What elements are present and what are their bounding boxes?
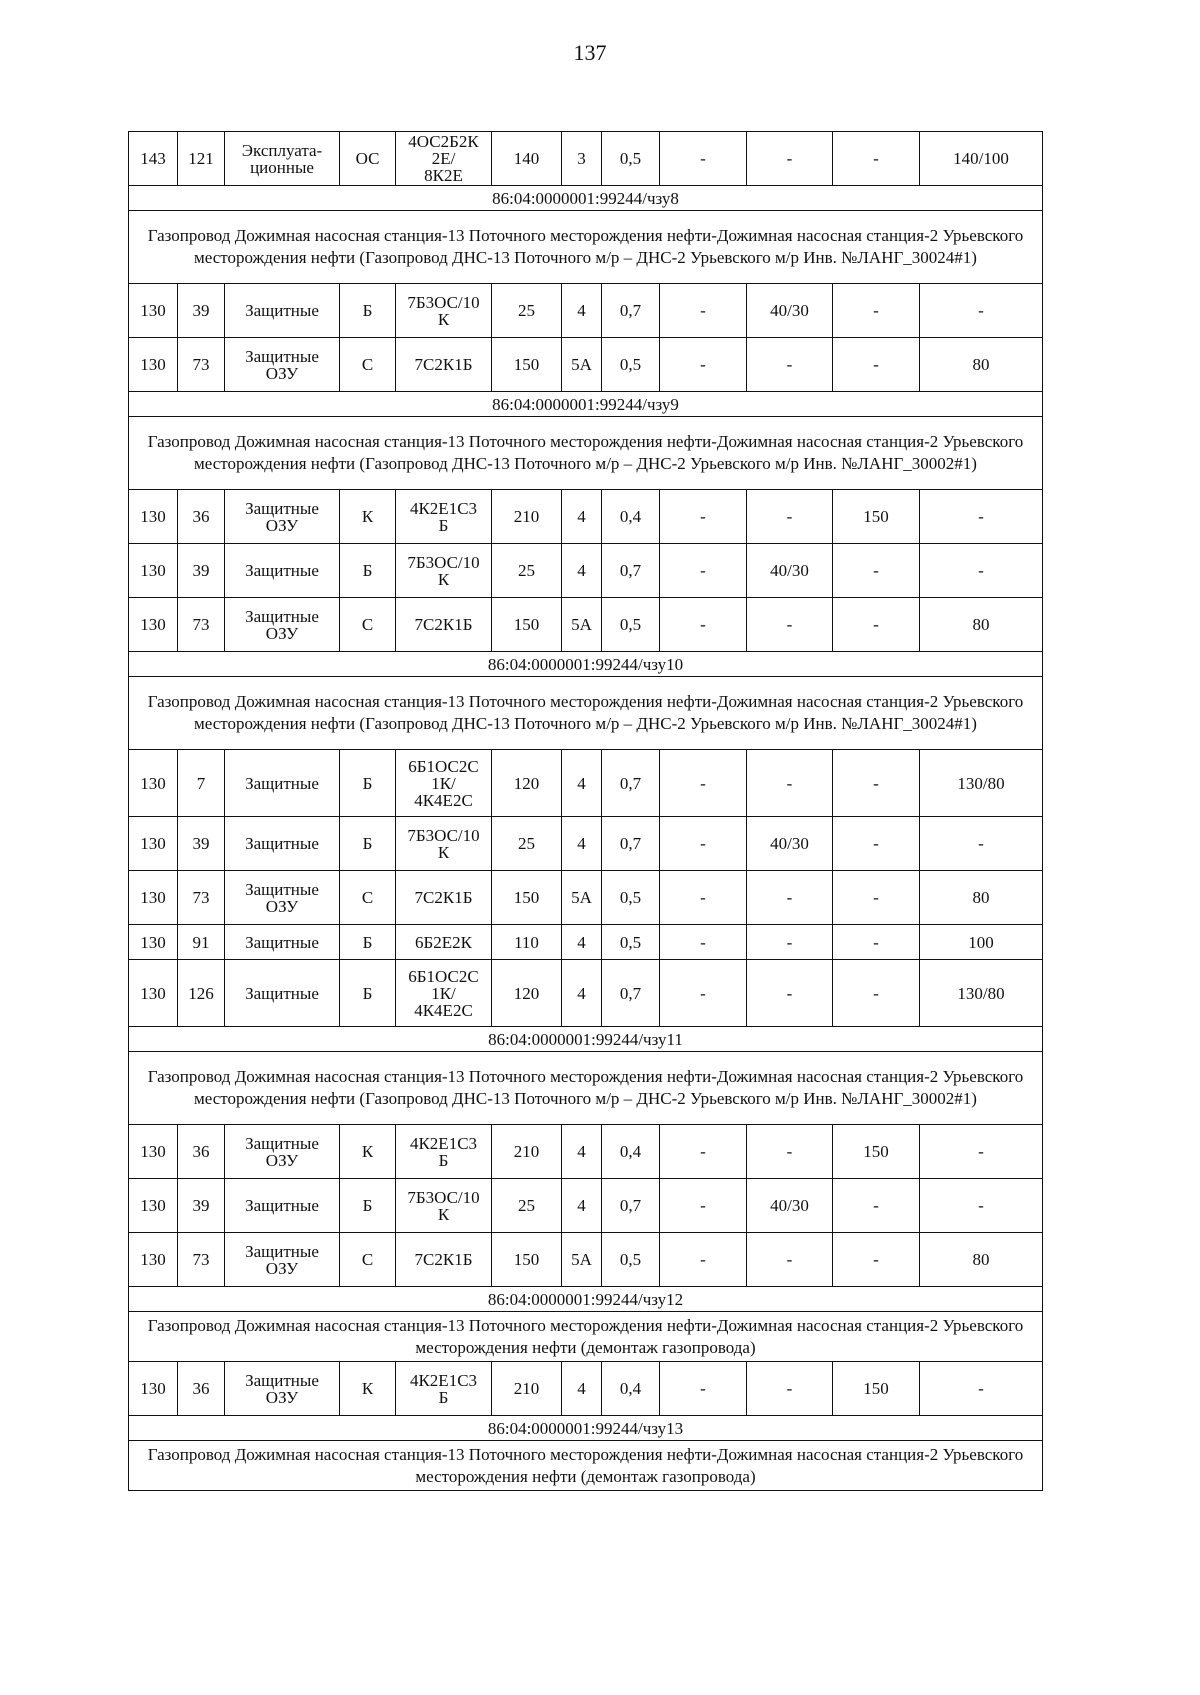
quarter-cell: 130 <box>129 817 178 871</box>
composition-cell: 7Б3ОС/10 К <box>396 1179 492 1233</box>
class-cell: 4 <box>562 750 602 817</box>
col10-cell: - <box>747 960 833 1027</box>
composition-cell: 6Б1ОС2С 1К/ 4К4Е2С <box>396 750 492 817</box>
col10-cell: - <box>747 1362 833 1416</box>
forest-category-cell: Эксплуата- ционные <box>225 132 340 186</box>
class-cell: 4 <box>562 817 602 871</box>
pipeline-description: Газопровод Дожимная насосная станция-13 Поточного месторождения нефти-Дожимная насосная станция-2 Урьевского месторождения нефти (Газопровод ДНС-13 Поточного м/р – ДНС-2 Урьевского м/р Инв. №ЛАНГ_30024#1) <box>129 211 1043 284</box>
forest-category-cell: Защитные <box>225 284 340 338</box>
plot-cell: 39 <box>178 1179 225 1233</box>
plot-cell: 36 <box>178 490 225 544</box>
composition-cell: 7С2К1Б <box>396 598 492 652</box>
cadastral-code-row <box>129 392 1043 417</box>
col11-cell: - <box>833 338 920 392</box>
composition-cell: 4К2Е1С3 Б <box>396 1125 492 1179</box>
class-cell: 3 <box>562 132 602 186</box>
forest-category-cell: Защитные <box>225 750 340 817</box>
density-cell: 0,7 <box>602 817 660 871</box>
quarter-cell: 130 <box>129 960 178 1027</box>
col9-cell: - <box>660 598 747 652</box>
plot-cell: 121 <box>178 132 225 186</box>
class-cell: 4 <box>562 925 602 960</box>
col10-cell: - <box>747 750 833 817</box>
table-row <box>129 750 1043 817</box>
forest-category-cell: Защитные ОЗУ <box>225 871 340 925</box>
quarter-cell: 130 <box>129 284 178 338</box>
cadastral-code: 86:04:0000001:99244/чзу13 <box>129 1416 1043 1441</box>
col9-cell: - <box>660 544 747 598</box>
col9-cell: - <box>660 817 747 871</box>
class-cell: 5А <box>562 871 602 925</box>
section-cell: К <box>340 490 396 544</box>
col10-cell: 40/30 <box>747 544 833 598</box>
col9-cell: - <box>660 338 747 392</box>
density-cell: 0,5 <box>602 925 660 960</box>
col12-cell: 80 <box>920 871 1043 925</box>
col12-cell: - <box>920 1362 1043 1416</box>
quarter-cell: 130 <box>129 1179 178 1233</box>
plot-cell: 7 <box>178 750 225 817</box>
composition-cell: 6Б1ОС2С 1К/ 4К4Е2С <box>396 960 492 1027</box>
table-row <box>129 490 1043 544</box>
cadastral-code-row <box>129 186 1043 211</box>
col12-cell: 130/80 <box>920 960 1043 1027</box>
class-cell: 4 <box>562 544 602 598</box>
plot-cell: 73 <box>178 598 225 652</box>
class-cell: 5А <box>562 338 602 392</box>
class-cell: 4 <box>562 284 602 338</box>
col9-cell: - <box>660 925 747 960</box>
age-cell: 210 <box>492 1362 562 1416</box>
age-cell: 110 <box>492 925 562 960</box>
section-cell: Б <box>340 284 396 338</box>
col12-cell: - <box>920 1179 1043 1233</box>
col9-cell: - <box>660 960 747 1027</box>
density-cell: 0,7 <box>602 1179 660 1233</box>
plot-cell: 39 <box>178 284 225 338</box>
composition-cell: 4ОС2Б2К 2Е/ 8К2Е <box>396 132 492 186</box>
col11-cell: - <box>833 544 920 598</box>
col9-cell: - <box>660 490 747 544</box>
col9-cell: - <box>660 132 747 186</box>
plot-cell: 73 <box>178 1233 225 1287</box>
col11-cell: - <box>833 284 920 338</box>
density-cell: 0,4 <box>602 1125 660 1179</box>
cadastral-code-row <box>129 1287 1043 1312</box>
col10-cell: - <box>747 598 833 652</box>
col10-cell: - <box>747 132 833 186</box>
cadastral-code: 86:04:0000001:99244/чзу8 <box>129 186 1043 211</box>
plot-cell: 39 <box>178 544 225 598</box>
table-row <box>129 960 1043 1027</box>
col11-cell: 150 <box>833 490 920 544</box>
quarter-cell: 130 <box>129 490 178 544</box>
description-row <box>129 211 1043 284</box>
cadastral-code: 86:04:0000001:99244/чзу9 <box>129 392 1043 417</box>
table-row <box>129 817 1043 871</box>
age-cell: 25 <box>492 284 562 338</box>
quarter-cell: 130 <box>129 925 178 960</box>
section-cell: С <box>340 1233 396 1287</box>
forest-category-cell: Защитные ОЗУ <box>225 1233 340 1287</box>
density-cell: 0,4 <box>602 490 660 544</box>
col12-cell: - <box>920 817 1043 871</box>
description-row <box>129 417 1043 490</box>
col12-cell: - <box>920 490 1043 544</box>
col11-cell: - <box>833 750 920 817</box>
section-cell: Б <box>340 1179 396 1233</box>
age-cell: 25 <box>492 544 562 598</box>
forest-category-cell: Защитные ОЗУ <box>225 1125 340 1179</box>
density-cell: 0,5 <box>602 871 660 925</box>
col11-cell: - <box>833 871 920 925</box>
description-row <box>129 1312 1043 1362</box>
col12-cell: 80 <box>920 1233 1043 1287</box>
table-row <box>129 1362 1043 1416</box>
density-cell: 0,7 <box>602 284 660 338</box>
col12-cell: 80 <box>920 338 1043 392</box>
col9-cell: - <box>660 284 747 338</box>
table-row <box>129 544 1043 598</box>
col10-cell: 40/30 <box>747 1179 833 1233</box>
forest-category-cell: Защитные <box>225 544 340 598</box>
density-cell: 0,5 <box>602 338 660 392</box>
section-cell: ОС <box>340 132 396 186</box>
quarter-cell: 130 <box>129 871 178 925</box>
col9-cell: - <box>660 871 747 925</box>
table-row <box>129 338 1043 392</box>
section-cell: С <box>340 871 396 925</box>
col11-cell: - <box>833 132 920 186</box>
density-cell: 0,7 <box>602 750 660 817</box>
forest-category-cell: Защитные <box>225 925 340 960</box>
age-cell: 150 <box>492 598 562 652</box>
table-row <box>129 132 1043 186</box>
col10-cell: - <box>747 1125 833 1179</box>
plot-cell: 39 <box>178 817 225 871</box>
class-cell: 5А <box>562 1233 602 1287</box>
page-number: 137 <box>573 40 607 65</box>
col11-cell: - <box>833 1179 920 1233</box>
pipeline-description: Газопровод Дожимная насосная станция-13 Поточного месторождения нефти-Дожимная насосная станция-2 Урьевского месторождения нефти (Газопровод ДНС-13 Поточного м/р – ДНС-2 Урьевского м/р Инв. №ЛАНГ_30002#1) <box>129 417 1043 490</box>
pipeline-description: Газопровод Дожимная насосная станция-13 Поточного месторождения нефти-Дожимная насосная станция-2 Урьевского месторождения нефти (демонтаж газопровода) <box>129 1312 1043 1362</box>
forest-category-cell: Защитные ОЗУ <box>225 598 340 652</box>
composition-cell: 7Б3ОС/10 К <box>396 284 492 338</box>
age-cell: 120 <box>492 750 562 817</box>
cadastral-code: 86:04:0000001:99244/чзу12 <box>129 1287 1043 1312</box>
col10-cell: - <box>747 490 833 544</box>
section-cell: С <box>340 338 396 392</box>
col11-cell: - <box>833 960 920 1027</box>
col11-cell: 150 <box>833 1362 920 1416</box>
cadastral-code-row <box>129 1027 1043 1052</box>
col11-cell: - <box>833 817 920 871</box>
col12-cell: - <box>920 1125 1043 1179</box>
cadastral-code: 86:04:0000001:99244/чзу11 <box>129 1027 1043 1052</box>
col11-cell: 150 <box>833 1125 920 1179</box>
class-cell: 4 <box>562 1125 602 1179</box>
forest-category-cell: Защитные ОЗУ <box>225 338 340 392</box>
col12-cell: 80 <box>920 598 1043 652</box>
age-cell: 25 <box>492 817 562 871</box>
cadastral-code-row <box>129 652 1043 677</box>
composition-cell: 7С2К1Б <box>396 338 492 392</box>
col10-cell: - <box>747 338 833 392</box>
composition-cell: 4К2Е1С3 Б <box>396 1362 492 1416</box>
density-cell: 0,5 <box>602 1233 660 1287</box>
plot-cell: 73 <box>178 871 225 925</box>
col12-cell: 140/100 <box>920 132 1043 186</box>
table-row <box>129 1233 1043 1287</box>
age-cell: 140 <box>492 132 562 186</box>
section-cell: Б <box>340 960 396 1027</box>
land-plot-table <box>128 131 1043 1491</box>
density-cell: 0,7 <box>602 960 660 1027</box>
description-row <box>129 1441 1043 1491</box>
density-cell: 0,5 <box>602 132 660 186</box>
table-row <box>129 1125 1043 1179</box>
col12-cell: 130/80 <box>920 750 1043 817</box>
pipeline-description: Газопровод Дожимная насосная станция-13 Поточного месторождения нефти-Дожимная насосная станция-2 Урьевского месторождения нефти (демонтаж газопровода) <box>129 1441 1043 1491</box>
forest-category-cell: Защитные <box>225 960 340 1027</box>
density-cell: 0,5 <box>602 598 660 652</box>
col9-cell: - <box>660 1125 747 1179</box>
class-cell: 4 <box>562 1179 602 1233</box>
pipeline-description: Газопровод Дожимная насосная станция-13 Поточного месторождения нефти-Дожимная насосная станция-2 Урьевского месторождения нефти (Газопровод ДНС-13 Поточного м/р – ДНС-2 Урьевского м/р Инв. №ЛАНГ_30002#1) <box>129 1052 1043 1125</box>
quarter-cell: 130 <box>129 598 178 652</box>
quarter-cell: 130 <box>129 338 178 392</box>
age-cell: 150 <box>492 871 562 925</box>
col10-cell: - <box>747 1233 833 1287</box>
quarter-cell: 130 <box>129 1233 178 1287</box>
age-cell: 25 <box>492 1179 562 1233</box>
forest-category-cell: Защитные <box>225 817 340 871</box>
table-row <box>129 925 1043 960</box>
col9-cell: - <box>660 750 747 817</box>
quarter-cell: 130 <box>129 750 178 817</box>
col9-cell: - <box>660 1233 747 1287</box>
section-cell: К <box>340 1125 396 1179</box>
description-row <box>129 677 1043 750</box>
col9-cell: - <box>660 1179 747 1233</box>
pipeline-description: Газопровод Дожимная насосная станция-13 Поточного месторождения нефти-Дожимная насосная станция-2 Урьевского месторождения нефти (Газопровод ДНС-13 Поточного м/р – ДНС-2 Урьевского м/р Инв. №ЛАНГ_30024#1) <box>129 677 1043 750</box>
forest-category-cell: Защитные ОЗУ <box>225 490 340 544</box>
composition-cell: 7С2К1Б <box>396 871 492 925</box>
composition-cell: 4К2Е1С3 Б <box>396 490 492 544</box>
col10-cell: - <box>747 871 833 925</box>
table-body <box>129 132 1043 1491</box>
table-row <box>129 871 1043 925</box>
age-cell: 120 <box>492 960 562 1027</box>
section-cell: К <box>340 1362 396 1416</box>
composition-cell: 6Б2Е2К <box>396 925 492 960</box>
quarter-cell: 130 <box>129 544 178 598</box>
class-cell: 5А <box>562 598 602 652</box>
section-cell: Б <box>340 925 396 960</box>
col12-cell: 100 <box>920 925 1043 960</box>
section-cell: Б <box>340 817 396 871</box>
age-cell: 150 <box>492 1233 562 1287</box>
class-cell: 4 <box>562 1362 602 1416</box>
plot-cell: 36 <box>178 1362 225 1416</box>
forest-category-cell: Защитные ОЗУ <box>225 1362 340 1416</box>
age-cell: 210 <box>492 490 562 544</box>
description-row <box>129 1052 1043 1125</box>
quarter-cell: 130 <box>129 1125 178 1179</box>
class-cell: 4 <box>562 490 602 544</box>
section-cell: Б <box>340 544 396 598</box>
col10-cell: - <box>747 925 833 960</box>
plot-cell: 126 <box>178 960 225 1027</box>
plot-cell: 91 <box>178 925 225 960</box>
table-row <box>129 284 1043 338</box>
plot-cell: 73 <box>178 338 225 392</box>
quarter-cell: 130 <box>129 1362 178 1416</box>
composition-cell: 7Б3ОС/10 К <box>396 544 492 598</box>
cadastral-code-row <box>129 1416 1043 1441</box>
class-cell: 4 <box>562 960 602 1027</box>
col10-cell: 40/30 <box>747 817 833 871</box>
age-cell: 150 <box>492 338 562 392</box>
cadastral-code: 86:04:0000001:99244/чзу10 <box>129 652 1043 677</box>
col11-cell: - <box>833 1233 920 1287</box>
col12-cell: - <box>920 544 1043 598</box>
density-cell: 0,7 <box>602 544 660 598</box>
col9-cell: - <box>660 1362 747 1416</box>
table-row <box>129 598 1043 652</box>
plot-cell: 36 <box>178 1125 225 1179</box>
col11-cell: - <box>833 598 920 652</box>
col10-cell: 40/30 <box>747 284 833 338</box>
forest-category-cell: Защитные <box>225 1179 340 1233</box>
density-cell: 0,4 <box>602 1362 660 1416</box>
col11-cell: - <box>833 925 920 960</box>
quarter-cell: 143 <box>129 132 178 186</box>
age-cell: 210 <box>492 1125 562 1179</box>
col12-cell: - <box>920 284 1043 338</box>
section-cell: Б <box>340 750 396 817</box>
composition-cell: 7Б3ОС/10 К <box>396 817 492 871</box>
table-row <box>129 1179 1043 1233</box>
section-cell: С <box>340 598 396 652</box>
composition-cell: 7С2К1Б <box>396 1233 492 1287</box>
